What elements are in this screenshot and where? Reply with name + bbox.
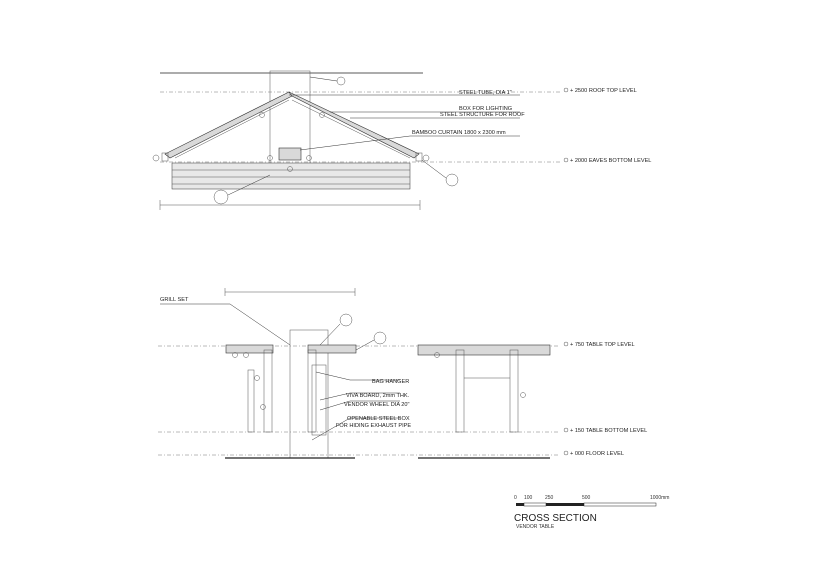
title-block	[514, 513, 597, 530]
tag-bubble-box-right	[307, 156, 312, 161]
right-table-leg-left	[456, 350, 464, 432]
scale-segment-4	[584, 503, 656, 506]
tag-bubble-eave-left	[153, 155, 159, 161]
callout-leader-01	[310, 77, 337, 81]
roof-slope-left	[165, 92, 292, 158]
tag-bubble-right-leg	[521, 393, 526, 398]
table-section	[158, 288, 647, 458]
level-marker-floor	[564, 451, 568, 455]
label-viva-board: VIVA BOARD, 2mm THK.	[346, 393, 410, 399]
scale-tick-500: 500	[582, 495, 591, 501]
right-table-leg-right	[510, 350, 518, 432]
label-box-lighting: BOX FOR LIGHTING	[459, 106, 513, 112]
left-table-top	[226, 345, 273, 353]
level-eaves-bottom: + 2000 EAVES BOTTOM LEVEL	[570, 158, 652, 164]
leader-bamboo-curtain	[300, 136, 520, 150]
scale-tick-1000: 1000mm	[650, 495, 670, 501]
scale-bar	[514, 495, 669, 506]
callout-bubble-01	[337, 77, 345, 85]
level-table-top: + 750 TABLE TOP LEVEL	[570, 342, 635, 348]
scale-tick-250: 250	[545, 495, 554, 501]
scale-segment-3	[546, 503, 584, 506]
label-grill-set: GRILL SET	[160, 297, 189, 303]
callout-leader-eave	[422, 160, 446, 178]
level-marker-table-bottom	[564, 428, 568, 432]
roof-section	[153, 71, 651, 210]
label-steel-box-line2: FOR HIDING EXHAUST PIPE	[336, 423, 412, 429]
level-table-bottom: + 150 TABLE BOTTOM LEVEL	[570, 428, 648, 434]
left-table-leg	[264, 350, 272, 432]
lighting-box	[279, 148, 301, 160]
callout-bubble-table	[374, 332, 386, 344]
tag-bubble-left-leg	[261, 405, 266, 410]
callout-leader-grill	[320, 324, 340, 345]
level-marker-eaves-bottom	[564, 158, 568, 162]
callout-bubble-curtain	[214, 190, 228, 204]
label-steel-structure: STEEL STRUCTURE FOR ROOF	[440, 112, 525, 118]
center-table-top	[308, 345, 356, 353]
label-steel-tube: STEEL TUBE, DIA 1"	[459, 90, 512, 96]
right-table-top	[418, 345, 550, 355]
drawing-subtitle: VENDOR TABLE	[516, 524, 555, 530]
roof-inner-right	[292, 100, 410, 158]
scale-segment-1	[516, 503, 524, 506]
tag-bubble-eave-right	[423, 155, 429, 161]
tag-bubble-slope-left	[260, 113, 265, 118]
roof-inner-left	[175, 100, 289, 158]
scale-segment-2	[524, 503, 546, 506]
label-bag-hanger: BAG HANGER	[372, 379, 410, 385]
leader-grill-set	[160, 304, 290, 345]
label-bamboo-curtain: BAMBOO CURTAIN 1800 x 2300 mm	[412, 130, 506, 136]
left-table-panel	[248, 370, 254, 432]
callout-leader-table	[356, 340, 374, 350]
callout-bubble-eave	[446, 174, 458, 186]
level-marker-roof-top	[564, 88, 568, 92]
level-marker-table-top	[564, 342, 568, 346]
level-roof-top: + 2500 ROOF TOP LEVEL	[570, 88, 637, 94]
level-floor: + 000 FLOOR LEVEL	[570, 451, 624, 457]
label-vendor-wheel: VENDOR WHEEL DIA 20"	[344, 402, 410, 408]
scale-tick-100: 100	[524, 495, 533, 501]
drawing-title: CROSS SECTION	[514, 513, 597, 524]
callout-bubble-grill	[340, 314, 352, 326]
label-steel-box-line1: OPENABLE STEEL BOX	[347, 416, 410, 422]
roof-slope-right	[289, 92, 419, 158]
scale-tick-0: 0	[514, 495, 517, 501]
steel-box	[312, 365, 326, 435]
tag-bubble-left-panel	[255, 376, 260, 381]
